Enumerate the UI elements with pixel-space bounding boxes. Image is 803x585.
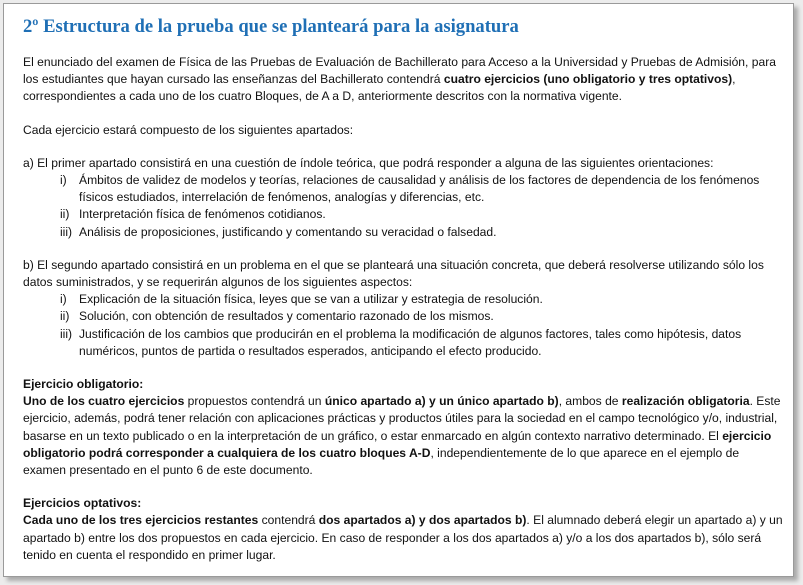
obligatorio-bold-2: único apartado a) y un único apartado b)	[324, 394, 559, 409]
section-b-lead: b) El segundo apartado consistirá en un problema en el que se planteará una situación concreta, que deberá resolverse utilizando sólo los datos suministrados, y se requerirán algunos de los siguientes aspectos:	[23, 257, 764, 290]
optativos-bold-1: Cada uno de los tres ejercicios restantes	[23, 513, 259, 528]
list-item-text: Ámbitos de validez de modelos y teorías, relaciones de causalidad y análisis de los factores de dependencia de los fenómenos físicos estudiados, interrelación de fenómenos, analogías y diferencias, etc.	[79, 173, 760, 205]
list-item-number: ii)	[60, 309, 70, 324]
obligatorio-bold-3: realización obligatoria	[621, 394, 750, 409]
obligatorio-text-3: . Este ejercicio, además, podrá tener relación con aplicaciones prácticas y productos útiles para la sociedad en el campo tecnológico y/o, industrial, basarse en un texto publicado o en la interpretación de un gráfico, o estar enmarcado en algún contexto narrativo determinado. El	[23, 394, 781, 443]
optativos-bold-2: dos apartados a) y dos apartados b)	[318, 513, 527, 528]
apartados-intro: Cada ejercicio estará compuesto de los siguientes apartados:	[23, 122, 354, 137]
obligatorio-text-1: propuestos contendrá un	[184, 394, 325, 409]
list-item	[23, 291, 783, 308]
list-item	[23, 308, 783, 325]
optativos-text-1: contendrá	[258, 513, 319, 528]
optativos-paragraph	[23, 512, 783, 564]
list-item-number: i)	[60, 292, 67, 307]
list-item-number: ii)	[60, 207, 70, 222]
obligatorio-text-4: , independientemente de lo que aparece en el ejemplo de examen presentado en el punto 6 de este documento.	[23, 445, 740, 478]
section-a-list	[23, 172, 783, 241]
list-item-text: Justificación de los cambios que producirán en el problema la modificación de algunos factores, tales como hipótesis, datos numéricos, puntos de partida o resultados esperados, anticipando el efecto producido.	[79, 326, 742, 358]
section-b-list	[23, 291, 783, 360]
list-item-text: Solución, con obtención de resultados y comentario razonado de los mismos.	[79, 309, 494, 324]
optativos-text-2: . El alumnado deberá elegir un apartado a) y un apartado b) entre los dos propuestos en cada ejercicio. En caso de responder a los dos apartados a) y/o a los dos apartados b), sólo será tenido en cuenta el respondido en primer lugar.	[23, 513, 783, 562]
intro-text-end: , correspondientes a cada uno de los cuatro Bloques, de A a D, anteriormente descritos con la normativa vigente.	[23, 72, 736, 104]
intro-text: El enunciado del examen de Física de las Pruebas de Evaluación de Bachillerato para Acceso a la Universidad y Pruebas de Admisión, para los estudiantes que hayan cursado las enseñanzas del Bachillerato contendrá	[23, 55, 776, 87]
list-item-text: Análisis de proposiciones, justificando y comentando su veracidad o falsedad.	[79, 224, 497, 239]
list-item	[23, 224, 783, 241]
list-item	[23, 172, 783, 206]
section-a-lead: a) El primer apartado consistirá en una cuestión de índole teórica, que podrá responder a alguna de las siguientes orientaciones:	[23, 155, 714, 170]
obligatorio-paragraph	[23, 393, 783, 479]
list-item	[23, 326, 783, 360]
intro-bold: cuatro ejercicios (uno obligatorio y tres optativos)	[443, 72, 733, 87]
obligatorio-bold-4: ejercicio obligatorio podrá corresponder a cualquiera de los cuatro bloques A-D	[23, 428, 772, 460]
obligatorio-text-2: , ambos de	[558, 394, 622, 409]
list-item-text: Explicación de la situación física, leyes que se van a utilizar y estrategia de resolución.	[79, 292, 543, 307]
list-item-text: Interpretación física de fenómenos cotidianos.	[79, 207, 326, 222]
list-item-number: iii)	[60, 224, 73, 239]
document-page	[3, 3, 794, 577]
obligatorio-bold-1: Uno de los cuatro ejercicios	[23, 394, 185, 409]
intro-paragraph	[23, 54, 783, 106]
list-item-number: iii)	[60, 326, 73, 341]
document-content	[23, 15, 783, 564]
list-item-number: i)	[60, 173, 67, 188]
section-heading: 2º Estructura de la prueba que se planteará para la asignatura	[23, 16, 519, 37]
optativos-heading: Ejercicios optativos:	[23, 496, 142, 511]
list-item	[23, 206, 783, 223]
obligatorio-heading: Ejercicio obligatorio:	[23, 377, 144, 392]
